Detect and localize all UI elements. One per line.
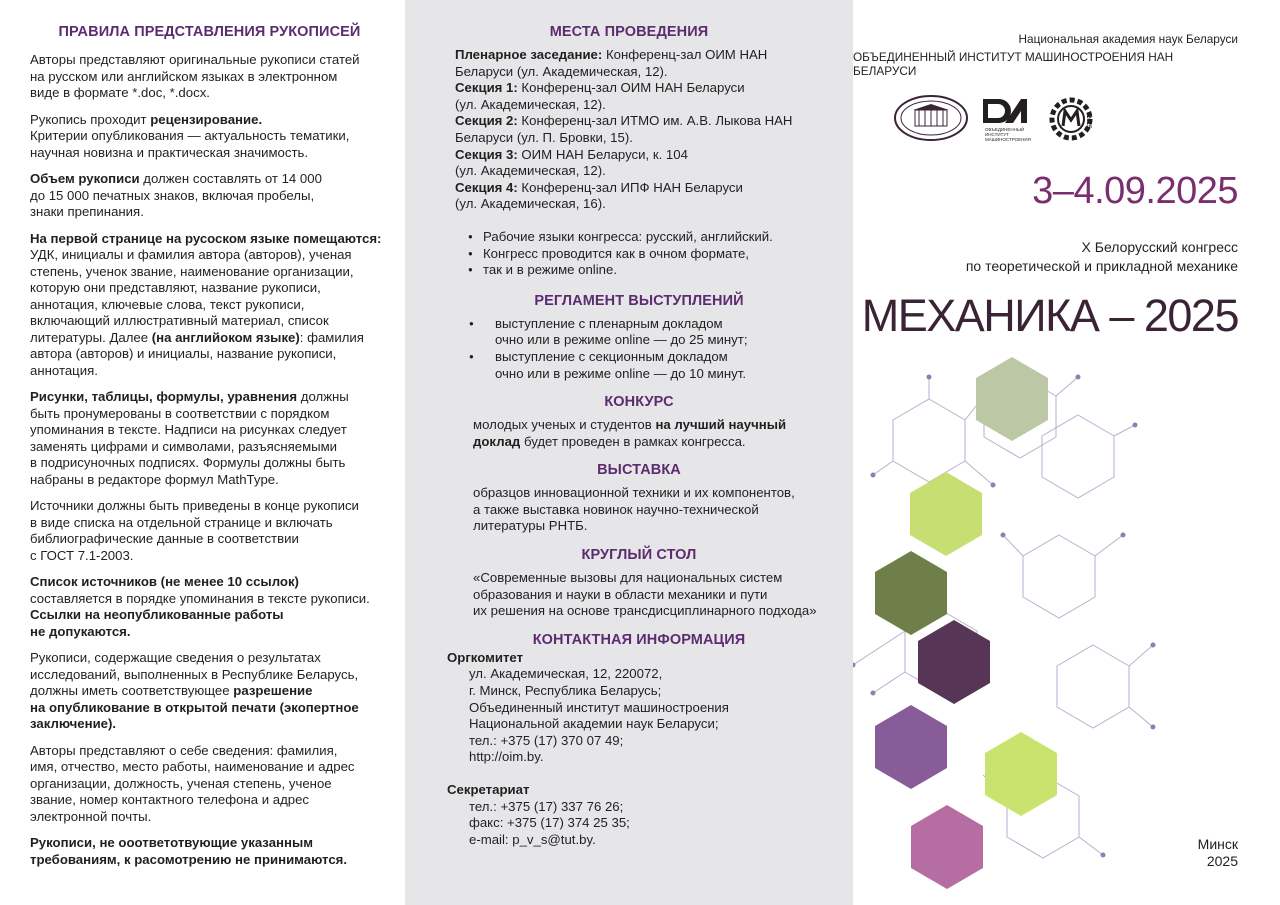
city-label: Минск [1197,836,1238,852]
venue-text: (ул. Академическая, 12). [455,96,606,112]
text-line: имя, отчество, место работы, наименование и адрес [30,759,355,774]
text-line: Национальной академии наук Беларуси; [469,716,719,732]
congress-date: 3–4.09.2025 [1032,170,1238,212]
text-line: в подрисуночных подписях. Формулы должны быть [30,455,346,470]
institute-name: ОБЪЕДИНЕННЫЙ ИНСТИТУТ МАШИНОСТРОЕНИЯ НАН БЕЛАРУСИ [853,50,1174,78]
text-line: образцов инновационной техники и их компонентов, [473,485,795,501]
text-line: Источники должны быть приведены в конце рукописи [30,498,359,513]
rules-para-9 [30,743,389,826]
rules-para-8 [30,650,389,733]
org-committee-details [469,666,831,766]
text-line: до 15 000 печатных знаков, включая пробелы, [30,187,315,203]
text-bold: На первой странице на русоском языке помещаются: [30,230,382,246]
institute-logo-line: ИНСТИТУТ [985,132,1009,137]
text-line: очно или в режиме online — до 10 минут. [495,365,747,381]
venue-text: ОИМ НАН Беларуси, к. 104 [517,146,688,162]
venue-text: Беларуси (ул. П. Бровки, 15). [455,129,633,145]
gear-icon [1052,100,1091,138]
text-line: Критерии опубликования — актуальность тематики, [30,128,350,143]
text-line: набраны в редакторе формул MathType. [30,471,279,487]
rules-panel [0,0,405,905]
exhibition-text [473,485,831,535]
text-bold: на опубликование в открытой печати (экопертное [30,699,359,715]
text-line: аннотация, ключевые слова, текст рукописи, [30,296,305,312]
text-line: виде в формате *.doc, *.docx. [30,85,210,100]
text: должны иметь соответствующее [30,683,234,698]
text: должен составлять от 14 000 [139,171,322,186]
rules-title: ПРАВИЛА ПРЕДСТАВЛЕНИЯ РУКОПИСЕЙ [58,24,361,40]
text-line: образования и науки в области механики и пути [473,586,768,602]
contest-title: КОНКУРС [604,394,674,411]
text: литературы. Далее [30,329,152,345]
venue-label: Секция 2: [455,113,518,129]
text-line: которую они представляют, название рукописи, [30,280,321,295]
list-item: ● Конгресс проводится как в очном формате, [483,246,831,263]
text-line: тел.: +375 (17) 370 07 49; [469,732,624,748]
rules-para-2 [30,112,389,162]
regulations-list [447,316,831,382]
text-bold: Ссылки на неопубликованные работы [30,607,284,622]
text-bold: на лучший научный [655,417,787,433]
text-line: с ГОСТ 7.1-2003. [30,547,134,563]
venue-text: Конференц-зал ОИМ НАН Беларуси [517,80,745,96]
text-line: на русском или английском языках в электронном [30,68,338,84]
text-line: литературы РНТБ. [473,518,588,534]
text-line: быть пронумерованы в соответствии с порядком [30,405,330,421]
text-line: включающий иллюстративный материал, список [30,313,329,328]
academy-name: Национальная академия наук Беларуси [1018,32,1238,46]
contacts-title: КОНТАКТНАЯ ИНФОРМАЦИЯ [532,631,746,648]
venue-label: Секция 4: [455,179,518,195]
general-bullets [465,229,831,279]
gear-year-label: 2025 [1085,115,1091,129]
exhibition-title: ВЫСТАВКА [597,462,681,479]
email-link[interactable]: e-mail: p_v_s@tut.by. [469,831,596,847]
text-line: очно или в режиме online — до 25 минут; [495,332,748,348]
text-bold: не допукаются. [30,623,131,639]
venue-text: Конференц-зал ИПФ НАН Беларуси [517,179,743,195]
rules-para-7 [30,574,389,640]
city-year [1198,836,1238,870]
text-bold: (на английоком языке) [151,329,300,345]
text-line: ● выступление с пленарным докладом [495,315,723,331]
secretariat-label: Секретариат [447,782,530,797]
list-item: ● Рабочие языки конгресса: русский, английский. [483,229,831,246]
text-line: ул. Академическая, 12, 220072, [469,666,663,682]
venue-text: Конференц-зал ИТМО им. А.В. Лыкова НАН [517,113,793,129]
contest-text [473,417,831,450]
text: будет проведен в рамках конгресса. [520,433,746,449]
venue-text: (ул. Академическая, 16). [455,196,606,212]
org-committee-label: Оргкомитет [447,649,524,665]
academy-seal-icon [895,96,967,140]
congress-subtitle-1: Х Белорусский конгресс [1081,239,1238,255]
congress-title: МЕХАНИКА – 2025 [861,290,1238,341]
text-line: автора (авторов) и инициалы, название рукописи, [30,346,337,361]
rules-para-3 [30,171,389,221]
round-table-title: КРУГЛЫЙ СТОЛ [581,547,697,564]
text-line: их решения на основе трансдисциплинарного подхода» [473,603,817,619]
text-line: ● выступление с секционным докладом [495,348,728,364]
text-line: организации, должность, ученая степень, ученое [30,775,332,791]
rules-para-1 [30,52,389,102]
venue-label: Секция 1: [455,80,518,96]
text-bold: заключение). [30,716,117,731]
secretariat-details [469,799,831,849]
venue-text: (ул. Академическая, 12). [455,163,606,179]
text-line: Авторы представляют оригинальные рукописи статей [30,52,360,67]
text-line: а также выставка новинок научно-технической [473,501,759,517]
text-line: степень, ученок звание, наименование организации, [30,263,354,279]
text-line: упоминания в тексте. Надписи на рисунках следует [30,422,347,437]
text-line: электронной почты. [30,808,152,824]
text-bold: доклад [473,433,521,449]
venues-title: МЕСТА ПРОВЕДЕНИЯ [549,24,709,40]
congress-subtitle-2: по теоретической и прикладной механике [965,258,1238,274]
rules-para-10 [30,835,389,868]
text-line: факс: +375 (17) 374 25 35; [469,815,630,831]
text-line: Объединенный институт машиностроения [469,699,729,715]
text-line: Авторы представляют о себе сведения: фамилия, [30,742,338,758]
venue-label: Секция 3: [455,146,518,162]
text-bold: требованиям, к расомотрению не принимаются. [30,851,348,867]
institute-logo-line: ОБЪЕДИНЕННЫЙ [985,127,1025,132]
round-table-text [473,570,831,620]
text-line: заменять цифрами и символами, разъясняемыми [30,438,338,454]
text: молодых ученых и студентов [473,417,656,433]
rules-para-6 [30,498,389,564]
list-item-continued [483,262,831,279]
list-item [495,316,831,349]
text-line: Рукописи, содержащие сведения о результатах [30,650,321,665]
text: должны [297,389,349,404]
regulations-title: РЕГЛАМЕНТ ВЫСТУПЛЕНИЙ [534,292,744,309]
rules-para-5 [30,389,389,488]
text-line: звание, номер контактного телефона и адрес [30,792,310,807]
list-item [495,349,831,382]
logos [893,93,1113,148]
text-bold: Рисунки, таблицы, формулы, уравнения [30,389,298,404]
text-line: тел.: +375 (17) 337 76 26; [469,798,624,814]
text-line: составляется в порядке упоминания в тексте рукописи. [30,590,370,606]
text: : фамилия [299,329,364,345]
text: так и в режиме online. [483,262,617,278]
text-line: библиографические данные в соответствии [30,531,299,546]
info-panel [405,0,853,905]
text-bold: Объем рукописи [30,171,140,186]
text-line: г. Минск, Республика Беларусь; [469,683,662,699]
venues-list [455,47,831,213]
text-line: аннотация. [30,362,98,378]
text: Рукопись проходит [30,111,151,127]
text-bold: рецензирование. [150,111,263,127]
text-bold: Рукописи, не ооответотвующие указанным [30,835,313,850]
text-bold: Список источников (не менее 10 ссылок) [30,574,299,589]
institute-logo-icon [983,99,1031,142]
rules-para-4 [30,231,389,380]
institute-logo-line: МАШИНОСТРОЕНИЯ [985,137,1031,142]
hex-filled-cells [875,357,1057,889]
text-line: УДК, инициалы и фамилия автора (авторов), ученая [30,247,352,262]
venue-text: Беларуси (ул. Академическая, 12). [455,63,668,79]
venue-label: Пленарное заседание: [455,47,603,62]
text-line: «Современные вызовы для национальных систем [473,570,783,586]
text-line: знаки препинания. [30,204,144,219]
text-line: в виде списка на отдельной странице и включать [30,514,333,530]
venue-text: Конференц-зал ОИМ НАН [602,47,768,62]
text-bold: разрешение [233,683,313,698]
text-line: исследований, выполненных в Республике Беларусь, [30,666,359,682]
hexagon-decoration [853,355,1280,905]
cover-panel [853,0,1280,905]
text-line: научная новизна и практическая значимость. [30,144,309,160]
website-link[interactable]: http://oim.by. [469,749,544,765]
year-label: 2025 [1206,853,1238,869]
